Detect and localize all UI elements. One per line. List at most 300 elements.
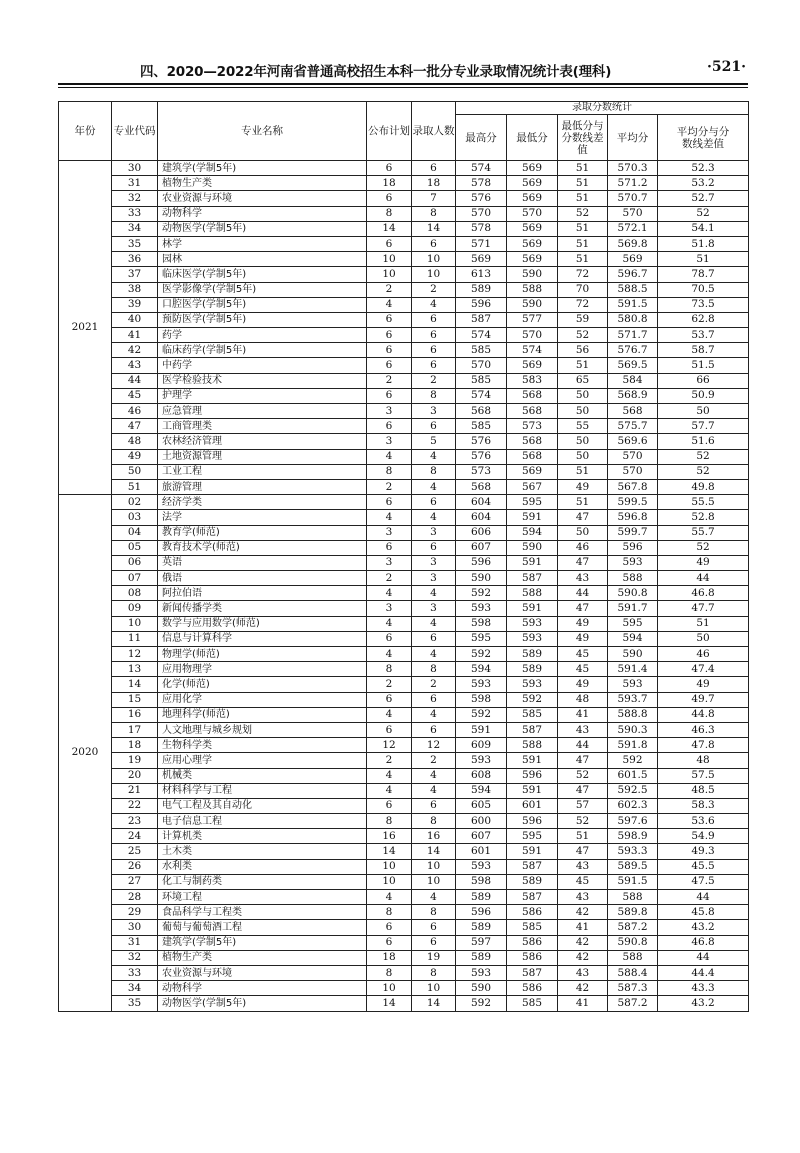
cell-plan: 3 bbox=[367, 555, 412, 570]
cell-code: 29 bbox=[112, 905, 158, 920]
cell-min: 593 bbox=[507, 677, 558, 692]
cell-plan: 4 bbox=[367, 768, 412, 783]
cell-max: 593 bbox=[456, 753, 507, 768]
cell-code: 35 bbox=[112, 236, 158, 251]
table-row bbox=[59, 236, 749, 251]
cell-min-diff: 41 bbox=[558, 996, 608, 1011]
cell-admitted: 4 bbox=[412, 616, 456, 631]
cell-plan: 6 bbox=[367, 540, 412, 555]
table-row bbox=[59, 267, 749, 282]
cell-min-diff: 50 bbox=[558, 388, 608, 403]
cell-min: 573 bbox=[507, 419, 558, 434]
cell-max: 593 bbox=[456, 965, 507, 980]
cell-code: 22 bbox=[112, 798, 158, 813]
cell-max: 576 bbox=[456, 191, 507, 206]
table-row bbox=[59, 297, 749, 312]
cell-min: 587 bbox=[507, 722, 558, 737]
cell-avg-diff: 49.7 bbox=[658, 692, 749, 707]
cell-min-diff: 45 bbox=[558, 647, 608, 662]
cell-min-diff: 49 bbox=[558, 677, 608, 692]
cell-code: 26 bbox=[112, 859, 158, 874]
cell-avg: 575.7 bbox=[608, 419, 658, 434]
cell-avg-diff: 43.2 bbox=[658, 996, 749, 1011]
cell-min: 568 bbox=[507, 449, 558, 464]
table-row bbox=[59, 905, 749, 920]
cell-max: 596 bbox=[456, 297, 507, 312]
cell-code: 13 bbox=[112, 662, 158, 677]
cell-avg: 588 bbox=[608, 571, 658, 586]
table-row bbox=[59, 920, 749, 935]
cell-avg: 567.8 bbox=[608, 479, 658, 494]
cell-avg: 588 bbox=[608, 950, 658, 965]
cell-max: 570 bbox=[456, 206, 507, 221]
cell-name: 数学与应用数学(师范) bbox=[158, 616, 367, 631]
cell-admitted: 8 bbox=[412, 814, 456, 829]
cell-avg: 599.5 bbox=[608, 495, 658, 510]
cell-plan: 12 bbox=[367, 738, 412, 753]
header-score-group: 录取分数统计 bbox=[456, 102, 749, 115]
cell-min: 586 bbox=[507, 981, 558, 996]
cell-name: 英语 bbox=[158, 555, 367, 570]
cell-code: 36 bbox=[112, 252, 158, 267]
cell-min-diff: 52 bbox=[558, 328, 608, 343]
cell-name: 土地资源管理 bbox=[158, 449, 367, 464]
cell-min-diff: 41 bbox=[558, 920, 608, 935]
cell-min-diff: 47 bbox=[558, 753, 608, 768]
cell-admitted: 6 bbox=[412, 920, 456, 935]
cell-max: 569 bbox=[456, 252, 507, 267]
table-row bbox=[59, 950, 749, 965]
cell-avg-diff: 73.5 bbox=[658, 297, 749, 312]
cell-name: 俄语 bbox=[158, 571, 367, 586]
cell-plan: 6 bbox=[367, 358, 412, 373]
cell-min-diff: 51 bbox=[558, 176, 608, 191]
cell-plan: 8 bbox=[367, 206, 412, 221]
cell-avg-diff: 58.3 bbox=[658, 798, 749, 813]
cell-avg: 570.7 bbox=[608, 191, 658, 206]
cell-code: 05 bbox=[112, 540, 158, 555]
cell-avg: 590.8 bbox=[608, 935, 658, 950]
table-row bbox=[59, 555, 749, 570]
cell-admitted: 4 bbox=[412, 449, 456, 464]
cell-admitted: 4 bbox=[412, 510, 456, 525]
cell-avg: 576.7 bbox=[608, 343, 658, 358]
cell-avg-diff: 44 bbox=[658, 890, 749, 905]
cell-name: 建筑学(学制5年) bbox=[158, 161, 367, 176]
cell-admitted: 6 bbox=[412, 328, 456, 343]
cell-avg: 602.3 bbox=[608, 798, 658, 813]
cell-max: 574 bbox=[456, 161, 507, 176]
cell-code: 34 bbox=[112, 981, 158, 996]
cell-max: 594 bbox=[456, 662, 507, 677]
cell-min: 569 bbox=[507, 161, 558, 176]
cell-min: 588 bbox=[507, 282, 558, 297]
cell-name: 医学影像学(学制5年) bbox=[158, 282, 367, 297]
cell-avg: 598.9 bbox=[608, 829, 658, 844]
cell-avg-diff: 48 bbox=[658, 753, 749, 768]
cell-max: 574 bbox=[456, 328, 507, 343]
table-row bbox=[59, 722, 749, 737]
cell-code: 44 bbox=[112, 373, 158, 388]
cell-max: 593 bbox=[456, 601, 507, 616]
cell-code: 46 bbox=[112, 404, 158, 419]
cell-min-diff: 47 bbox=[558, 601, 608, 616]
cell-avg-diff: 44 bbox=[658, 950, 749, 965]
cell-code: 30 bbox=[112, 161, 158, 176]
cell-min: 592 bbox=[507, 692, 558, 707]
cell-min-diff: 43 bbox=[558, 890, 608, 905]
cell-name: 应急管理 bbox=[158, 404, 367, 419]
cell-plan: 3 bbox=[367, 404, 412, 419]
cell-min: 569 bbox=[507, 221, 558, 236]
cell-avg: 572.1 bbox=[608, 221, 658, 236]
cell-avg-diff: 52 bbox=[658, 206, 749, 221]
cell-admitted: 8 bbox=[412, 388, 456, 403]
cell-avg-diff: 49.3 bbox=[658, 844, 749, 859]
table-row bbox=[59, 662, 749, 677]
cell-name: 中药学 bbox=[158, 358, 367, 373]
cell-admitted: 6 bbox=[412, 798, 456, 813]
cell-name: 药学 bbox=[158, 328, 367, 343]
cell-max: 589 bbox=[456, 890, 507, 905]
cell-min-diff: 43 bbox=[558, 571, 608, 586]
cell-admitted: 4 bbox=[412, 586, 456, 601]
cell-admitted: 8 bbox=[412, 464, 456, 479]
cell-max: 592 bbox=[456, 707, 507, 722]
cell-avg: 599.7 bbox=[608, 525, 658, 540]
cell-plan: 6 bbox=[367, 191, 412, 206]
cell-plan: 6 bbox=[367, 631, 412, 646]
cell-avg: 590.3 bbox=[608, 722, 658, 737]
cell-min: 586 bbox=[507, 935, 558, 950]
cell-min: 589 bbox=[507, 874, 558, 889]
table-row bbox=[59, 814, 749, 829]
table-row bbox=[59, 404, 749, 419]
cell-avg: 593.3 bbox=[608, 844, 658, 859]
cell-avg: 588 bbox=[608, 890, 658, 905]
table-row bbox=[59, 844, 749, 859]
cell-avg: 591.5 bbox=[608, 874, 658, 889]
cell-max: 589 bbox=[456, 950, 507, 965]
table-header bbox=[59, 102, 749, 161]
cell-avg-diff: 52.8 bbox=[658, 510, 749, 525]
table-row bbox=[59, 540, 749, 555]
cell-avg: 596.8 bbox=[608, 510, 658, 525]
cell-min-diff: 51 bbox=[558, 495, 608, 510]
cell-admitted: 8 bbox=[412, 905, 456, 920]
cell-min: 569 bbox=[507, 176, 558, 191]
cell-avg: 595 bbox=[608, 616, 658, 631]
cell-code: 12 bbox=[112, 647, 158, 662]
cell-min-diff: 51 bbox=[558, 252, 608, 267]
cell-avg: 588.5 bbox=[608, 282, 658, 297]
header-min-diff: 最低分与分数线差值 bbox=[558, 115, 608, 161]
cell-admitted: 10 bbox=[412, 859, 456, 874]
cell-name: 阿拉伯语 bbox=[158, 586, 367, 601]
table-row bbox=[59, 707, 749, 722]
cell-code: 45 bbox=[112, 388, 158, 403]
table-row bbox=[59, 692, 749, 707]
cell-max: 601 bbox=[456, 844, 507, 859]
cell-avg: 601.5 bbox=[608, 768, 658, 783]
table-row bbox=[59, 753, 749, 768]
cell-code: 39 bbox=[112, 297, 158, 312]
cell-admitted: 3 bbox=[412, 555, 456, 570]
cell-max: 590 bbox=[456, 981, 507, 996]
cell-code: 17 bbox=[112, 722, 158, 737]
cell-admitted: 19 bbox=[412, 950, 456, 965]
cell-plan: 4 bbox=[367, 510, 412, 525]
cell-min: 591 bbox=[507, 555, 558, 570]
cell-plan: 6 bbox=[367, 495, 412, 510]
cell-admitted: 6 bbox=[412, 419, 456, 434]
cell-min-diff: 50 bbox=[558, 404, 608, 419]
cell-avg: 587.2 bbox=[608, 996, 658, 1011]
cell-admitted: 2 bbox=[412, 677, 456, 692]
cell-avg: 593 bbox=[608, 555, 658, 570]
cell-name: 农业资源与环境 bbox=[158, 965, 367, 980]
table-row bbox=[59, 996, 749, 1011]
cell-name: 植物生产类 bbox=[158, 950, 367, 965]
cell-name: 电气工程及其自动化 bbox=[158, 798, 367, 813]
cell-avg-diff: 52.3 bbox=[658, 161, 749, 176]
cell-code: 20 bbox=[112, 768, 158, 783]
cell-min: 589 bbox=[507, 647, 558, 662]
header-code: 专业代码 bbox=[112, 102, 158, 161]
cell-avg-diff: 50 bbox=[658, 404, 749, 419]
cell-plan: 3 bbox=[367, 434, 412, 449]
cell-avg: 571.7 bbox=[608, 328, 658, 343]
cell-plan: 6 bbox=[367, 343, 412, 358]
cell-avg: 570 bbox=[608, 449, 658, 464]
table-row bbox=[59, 312, 749, 327]
cell-admitted: 3 bbox=[412, 571, 456, 586]
cell-admitted: 6 bbox=[412, 236, 456, 251]
admission-table bbox=[58, 101, 749, 1012]
cell-avg: 589.5 bbox=[608, 859, 658, 874]
cell-min-diff: 51 bbox=[558, 829, 608, 844]
cell-avg-diff: 46.8 bbox=[658, 586, 749, 601]
cell-name: 水利类 bbox=[158, 859, 367, 874]
cell-min-diff: 43 bbox=[558, 965, 608, 980]
cell-avg-diff: 47.8 bbox=[658, 738, 749, 753]
table-row bbox=[59, 586, 749, 601]
cell-name: 林学 bbox=[158, 236, 367, 251]
cell-admitted: 5 bbox=[412, 434, 456, 449]
cell-name: 化学(师范) bbox=[158, 677, 367, 692]
cell-admitted: 6 bbox=[412, 495, 456, 510]
cell-min-diff: 52 bbox=[558, 814, 608, 829]
cell-code: 42 bbox=[112, 343, 158, 358]
cell-max: 605 bbox=[456, 798, 507, 813]
cell-plan: 14 bbox=[367, 221, 412, 236]
table-row bbox=[59, 677, 749, 692]
cell-code: 34 bbox=[112, 221, 158, 236]
table-row bbox=[59, 252, 749, 267]
cell-avg-diff: 51 bbox=[658, 616, 749, 631]
cell-code: 31 bbox=[112, 176, 158, 191]
cell-max: 613 bbox=[456, 267, 507, 282]
cell-name: 食品科学与工程类 bbox=[158, 905, 367, 920]
cell-min: 588 bbox=[507, 586, 558, 601]
cell-min: 590 bbox=[507, 267, 558, 282]
cell-admitted: 4 bbox=[412, 768, 456, 783]
cell-admitted: 2 bbox=[412, 753, 456, 768]
cell-avg-diff: 62.8 bbox=[658, 312, 749, 327]
cell-max: 592 bbox=[456, 586, 507, 601]
cell-admitted: 14 bbox=[412, 844, 456, 859]
cell-min: 568 bbox=[507, 388, 558, 403]
header-avg-diff: 平均分与分数线差值 bbox=[658, 115, 749, 161]
cell-min-diff: 43 bbox=[558, 859, 608, 874]
cell-name: 物理学(师范) bbox=[158, 647, 367, 662]
cell-name: 教育技术学(师范) bbox=[158, 540, 367, 555]
cell-min-diff: 70 bbox=[558, 282, 608, 297]
cell-avg-diff: 51.5 bbox=[658, 358, 749, 373]
cell-name: 教育学(师范) bbox=[158, 525, 367, 540]
cell-min: 568 bbox=[507, 434, 558, 449]
cell-plan: 6 bbox=[367, 312, 412, 327]
cell-avg-diff: 51.8 bbox=[658, 236, 749, 251]
cell-admitted: 3 bbox=[412, 525, 456, 540]
cell-max: 591 bbox=[456, 722, 507, 737]
cell-avg: 568 bbox=[608, 404, 658, 419]
cell-code: 04 bbox=[112, 525, 158, 540]
cell-avg: 584 bbox=[608, 373, 658, 388]
cell-min-diff: 72 bbox=[558, 267, 608, 282]
cell-admitted: 6 bbox=[412, 631, 456, 646]
cell-name: 植物生产类 bbox=[158, 176, 367, 191]
cell-admitted: 6 bbox=[412, 722, 456, 737]
cell-max: 573 bbox=[456, 464, 507, 479]
cell-code: 31 bbox=[112, 935, 158, 950]
cell-min-diff: 51 bbox=[558, 221, 608, 236]
cell-year: 2020 bbox=[59, 495, 112, 1011]
cell-name: 临床医学(学制5年) bbox=[158, 267, 367, 282]
table-row bbox=[59, 449, 749, 464]
cell-name: 材料科学与工程 bbox=[158, 783, 367, 798]
cell-name: 动物医学(学制5年) bbox=[158, 221, 367, 236]
cell-code: 14 bbox=[112, 677, 158, 692]
cell-name: 预防医学(学制5年) bbox=[158, 312, 367, 327]
cell-plan: 6 bbox=[367, 722, 412, 737]
cell-min: 569 bbox=[507, 252, 558, 267]
cell-admitted: 7 bbox=[412, 191, 456, 206]
cell-avg: 570.3 bbox=[608, 161, 658, 176]
cell-code: 40 bbox=[112, 312, 158, 327]
cell-min: 570 bbox=[507, 206, 558, 221]
table-row bbox=[59, 191, 749, 206]
cell-max: 593 bbox=[456, 677, 507, 692]
cell-admitted: 3 bbox=[412, 404, 456, 419]
cell-max: 598 bbox=[456, 874, 507, 889]
cell-min-diff: 43 bbox=[558, 722, 608, 737]
cell-admitted: 8 bbox=[412, 206, 456, 221]
cell-avg-diff: 43.3 bbox=[658, 981, 749, 996]
cell-min-diff: 47 bbox=[558, 783, 608, 798]
cell-code: 11 bbox=[112, 631, 158, 646]
cell-name: 动物医学(学制5年) bbox=[158, 996, 367, 1011]
cell-min: 569 bbox=[507, 358, 558, 373]
header-name: 专业名称 bbox=[158, 102, 367, 161]
cell-min: 590 bbox=[507, 540, 558, 555]
cell-plan: 4 bbox=[367, 586, 412, 601]
cell-name: 新闻传播学类 bbox=[158, 601, 367, 616]
table-row bbox=[59, 890, 749, 905]
cell-code: 08 bbox=[112, 586, 158, 601]
header-min: 最低分 bbox=[507, 115, 558, 161]
cell-name: 建筑学(学制5年) bbox=[158, 935, 367, 950]
table-row bbox=[59, 798, 749, 813]
cell-code: 38 bbox=[112, 282, 158, 297]
cell-name: 农业资源与环境 bbox=[158, 191, 367, 206]
cell-avg-diff: 44.8 bbox=[658, 707, 749, 722]
cell-avg-diff: 55.7 bbox=[658, 525, 749, 540]
cell-code: 25 bbox=[112, 844, 158, 859]
cell-min: 567 bbox=[507, 479, 558, 494]
cell-plan: 16 bbox=[367, 829, 412, 844]
cell-name: 土木类 bbox=[158, 844, 367, 859]
cell-avg-diff: 49 bbox=[658, 677, 749, 692]
cell-avg: 593.7 bbox=[608, 692, 658, 707]
table-row bbox=[59, 358, 749, 373]
cell-min-diff: 44 bbox=[558, 738, 608, 753]
cell-min-diff: 48 bbox=[558, 692, 608, 707]
cell-avg-diff: 52 bbox=[658, 449, 749, 464]
cell-min: 593 bbox=[507, 631, 558, 646]
cell-min: 585 bbox=[507, 920, 558, 935]
cell-admitted: 4 bbox=[412, 647, 456, 662]
cell-avg-diff: 49.8 bbox=[658, 479, 749, 494]
cell-plan: 10 bbox=[367, 252, 412, 267]
table-row bbox=[59, 510, 749, 525]
cell-code: 24 bbox=[112, 829, 158, 844]
cell-avg-diff: 54.1 bbox=[658, 221, 749, 236]
cell-avg-diff: 55.5 bbox=[658, 495, 749, 510]
cell-min: 590 bbox=[507, 297, 558, 312]
cell-code: 47 bbox=[112, 419, 158, 434]
cell-avg-diff: 52 bbox=[658, 464, 749, 479]
cell-min-diff: 56 bbox=[558, 343, 608, 358]
cell-plan: 3 bbox=[367, 525, 412, 540]
cell-name: 临床药学(学制5年) bbox=[158, 343, 367, 358]
cell-max: 598 bbox=[456, 616, 507, 631]
cell-avg: 580.8 bbox=[608, 312, 658, 327]
cell-min: 601 bbox=[507, 798, 558, 813]
cell-max: 604 bbox=[456, 510, 507, 525]
cell-name: 动物科学 bbox=[158, 981, 367, 996]
cell-avg-diff: 54.9 bbox=[658, 829, 749, 844]
table-row bbox=[59, 965, 749, 980]
table-row bbox=[59, 434, 749, 449]
table-row bbox=[59, 738, 749, 753]
page-header bbox=[60, 58, 746, 80]
cell-avg-diff: 44 bbox=[658, 571, 749, 586]
cell-name: 信息与计算科学 bbox=[158, 631, 367, 646]
cell-name: 地理科学(师范) bbox=[158, 707, 367, 722]
cell-min: 591 bbox=[507, 753, 558, 768]
cell-min-diff: 49 bbox=[558, 631, 608, 646]
cell-admitted: 6 bbox=[412, 540, 456, 555]
cell-min-diff: 42 bbox=[558, 950, 608, 965]
table-row bbox=[59, 874, 749, 889]
cell-plan: 8 bbox=[367, 814, 412, 829]
cell-name: 护理学 bbox=[158, 388, 367, 403]
cell-code: 50 bbox=[112, 464, 158, 479]
cell-avg: 570 bbox=[608, 464, 658, 479]
cell-min-diff: 65 bbox=[558, 373, 608, 388]
cell-admitted: 14 bbox=[412, 996, 456, 1011]
